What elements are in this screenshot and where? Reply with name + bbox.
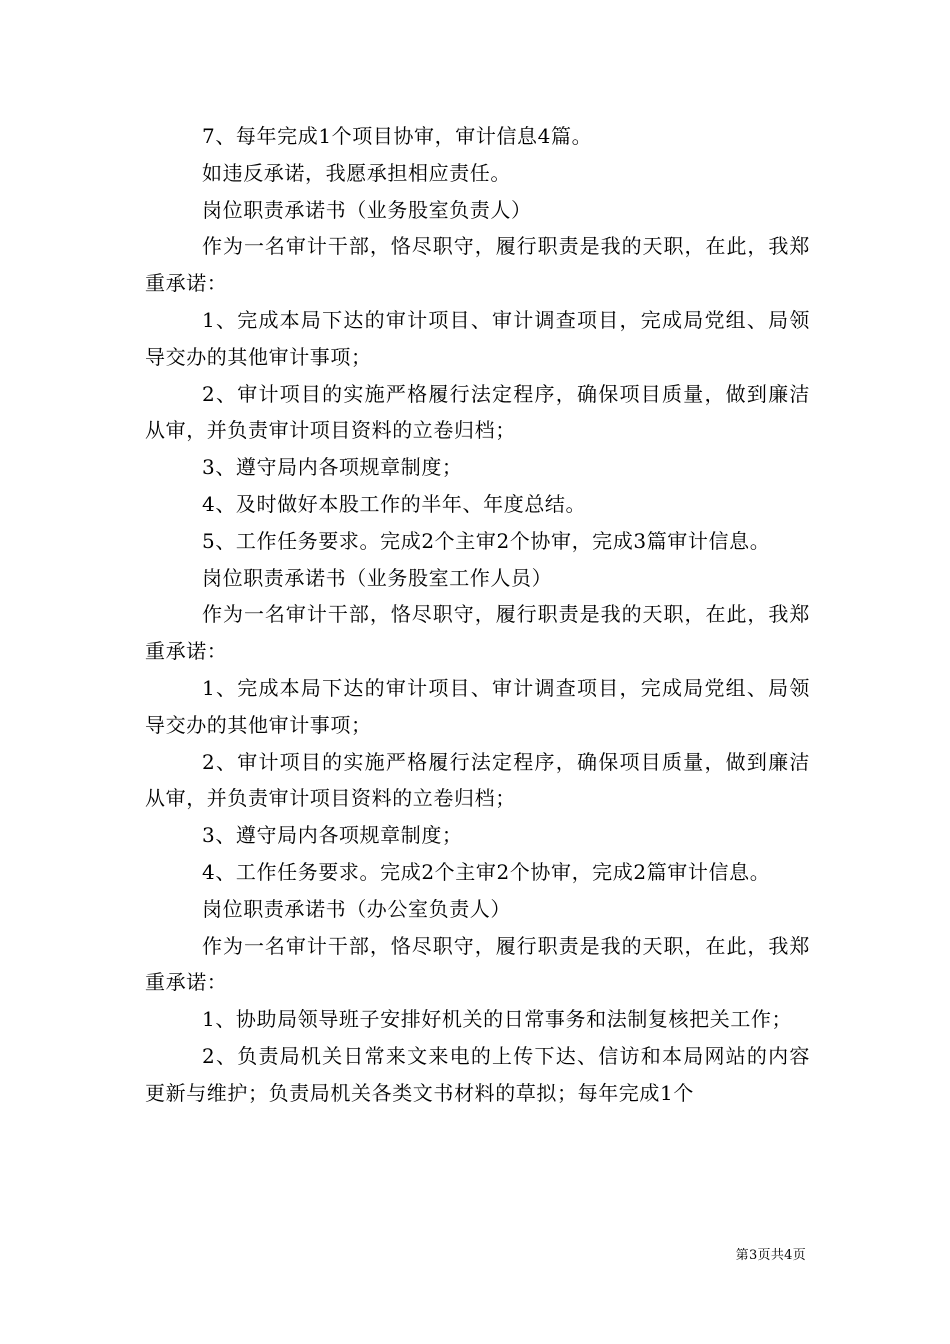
section-heading-office-head: 岗位职责承诺书（办公室负责人） xyxy=(202,896,511,921)
paragraph-pledge-intro: 作为一名审计干部，恪尽职守，履行职责是我的天职，在此，我郑重承诺： xyxy=(145,602,810,664)
paragraph-pledge-intro: 作为一名审计干部，恪尽职守，履行职责是我的天职，在此，我郑重承诺： xyxy=(145,933,810,995)
paragraph-responsibility: 如违反承诺，我愿承担相应责任。 xyxy=(202,160,511,185)
paragraph-pledge-intro: 作为一名审计干部，恪尽职守，履行职责是我的天职，在此，我郑重承诺： xyxy=(145,234,810,296)
paragraph-item-2: 2、审计项目的实施严格履行法定程序，确保项目质量，做到廉洁从审，并负责审计项目资料的立卷归档； xyxy=(145,381,810,443)
paragraph-item-2: 2、审计项目的实施严格履行法定程序，确保项目质量，做到廉洁从审，并负责审计项目资料的立卷归档； xyxy=(145,749,810,811)
paragraph-item-1: 1、协助局领导班子安排好机关的日常事务和法制复核把关工作； xyxy=(202,1007,793,1032)
paragraph-item-4: 4、工作任务要求。完成2个主审2个协审，完成2篇审计信息。 xyxy=(202,859,771,884)
paragraph-item-3: 3、遵守局内各项规章制度； xyxy=(202,823,463,848)
section-heading-business-head: 岗位职责承诺书（业务股室负责人） xyxy=(202,197,532,222)
paragraph-item-3: 3、遵守局内各项规章制度； xyxy=(202,455,463,480)
document-body xyxy=(145,118,810,1112)
paragraph-item-2: 2、负责局机关日常来文来电的上传下达、信访和本局网站的内容更新与维护；负责局机关各类文书材料的草拟；每年完成1个 xyxy=(145,1043,810,1105)
paragraph-item-1: 1、完成本局下达的审计项目、审计调查项目，完成局党组、局领导交办的其他审计事项； xyxy=(145,307,810,369)
paragraph-item-5: 5、工作任务要求。完成2个主审2个协审，完成3篇审计信息。 xyxy=(202,528,771,553)
page-number: 第3页共4页 xyxy=(735,1248,806,1263)
paragraph-item-4: 4、及时做好本股工作的半年、年度总结。 xyxy=(202,491,587,516)
section-heading-business-staff: 岗位职责承诺书（业务股室工作人员） xyxy=(202,565,553,590)
paragraph-item-7: 7、每年完成1个项目协审，审计信息4篇。 xyxy=(202,124,593,148)
paragraph-item-1: 1、完成本局下达的审计项目、审计调查项目，完成局党组、局领导交办的其他审计事项； xyxy=(145,675,810,737)
